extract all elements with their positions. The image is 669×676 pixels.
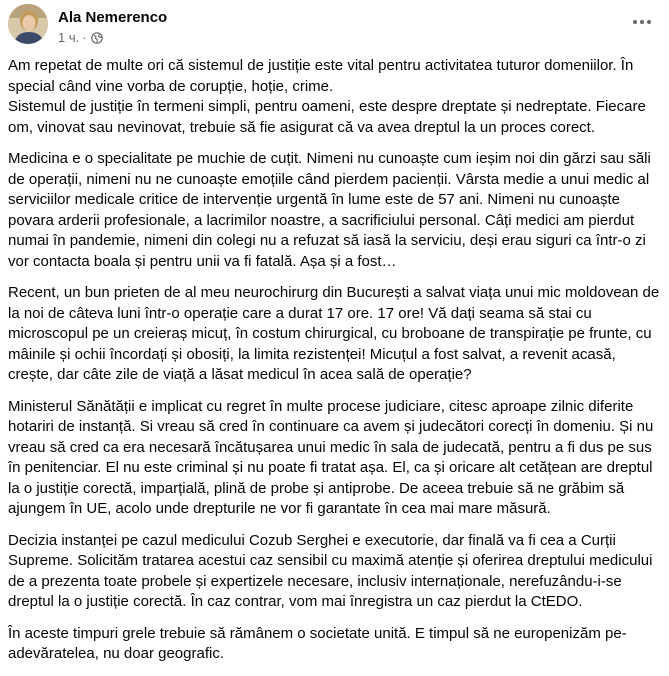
paragraph-3: Recent, un bun prieten de al meu neurochirurg din București a salvat viața unui mic moldovean de la noi de câteva luni într-o operație care a durat 17 ore. 17 ore! Vă dați seama să stai cu microscopul pe un creieraș micuț, în costum chirurgical, cu broboane de transpirație pe frunte, cu mâinile și ochii încordați și obosiți, la limita rezistenței! Micuțul a fost salvat, a revenit acasă, crește, dar câte zile de viață a lăsat medicul în acea sală de operație? <box>8 284 660 383</box>
paragraph-5: Decizia instanței pe cazul medicului Cozub Serghei e executorie, dar finală va fi cea a Curții Supreme. Solicităm tratarea acestui caz sensibil cu maximă atenție și oferirea dreptului medicului de a prezenta toate probele și expertizele necesare, inclusiv internaționale, nerefuzându-i-se dreptul la o justiție corectă. În caz contrar, vom mai înregistra un caz pierdut la CtEDO. <box>8 531 653 610</box>
more-options-icon[interactable] <box>629 12 655 32</box>
paragraph-4: Ministerul Sănătății e implicat cu regret în multe procese judiciare, citesc aproape zilnic diferite hotariri de instanță. Si vreau să cred în continuare ca avem și judecători corecți în domeniu. Și nu vreau să cred ca era necesară încătușarea unui medic în sala de judecată, pentru a fi dus pe sus în penitenciar. El nu este criminal și nu poate fi tratat așa. El, ca și oricare alt cetățean are dreptul la o justiție corectă, imparțială, plină de probe și antiprobe. De aceea trebuie să ne grăbim să ajungem în UE, acolo unde drepturile ne vor fi garantate în cea mai mare măsură. <box>8 397 654 517</box>
author-name[interactable]: Ala Nemerenco <box>58 9 168 26</box>
paragraph-1: Am repetat de multe ori că sistemul de justiție este vital pentru activitatea tuturor domeniilor. În special când vine vorba de corupție, hoție, crime. Sistemul de justiție în termeni simpli, pentru oameni, este despre dreptate și nedreptate. Fiecare om, vinovat sau nevinovat, trebuie să fie asigurat că va avea dreptul la un proces corect. <box>8 57 646 136</box>
avatar[interactable] <box>8 4 48 44</box>
dot-2 <box>640 20 644 24</box>
avatar-image <box>8 4 48 44</box>
dot-1 <box>633 20 637 24</box>
post-header <box>8 4 661 48</box>
post-text <box>8 56 664 676</box>
post-time[interactable]: 1 ч. <box>58 30 80 45</box>
post-meta <box>58 30 103 45</box>
meta-separator: · <box>82 30 87 45</box>
globe-icon[interactable] <box>91 32 103 44</box>
dot-3 <box>647 20 651 24</box>
paragraph-2: Medicina e o specialitate pe muchie de cuțit. Nimeni nu cunoaște cum ieșim noi din gărzi sau săli de operații, nimeni nu ne cunoaște emoțiile când pierdem pacienții. Vârsta medie a unui medic al serviciilor medicale critice de intervenție urgentă în lume este de 57 ani. Nimeni nu cunoaște povara arderii profesionale, a lacrimilor noastre, a sacrificiului personal. Câți medici am pierdut numai în pandemie, nimeni din colegi nu a refuzat să iasă la serviciu, deși erau siguri ca într-o zi vor contacta boala și pentru unii va fi fatală. Așa și a fost… <box>8 150 651 270</box>
paragraph-6: În aceste timpuri grele trebuie să rămânem o societate unită. E timpul să ne europenizăm pe-adevăratelea, nu doar geografic. <box>8 624 627 662</box>
